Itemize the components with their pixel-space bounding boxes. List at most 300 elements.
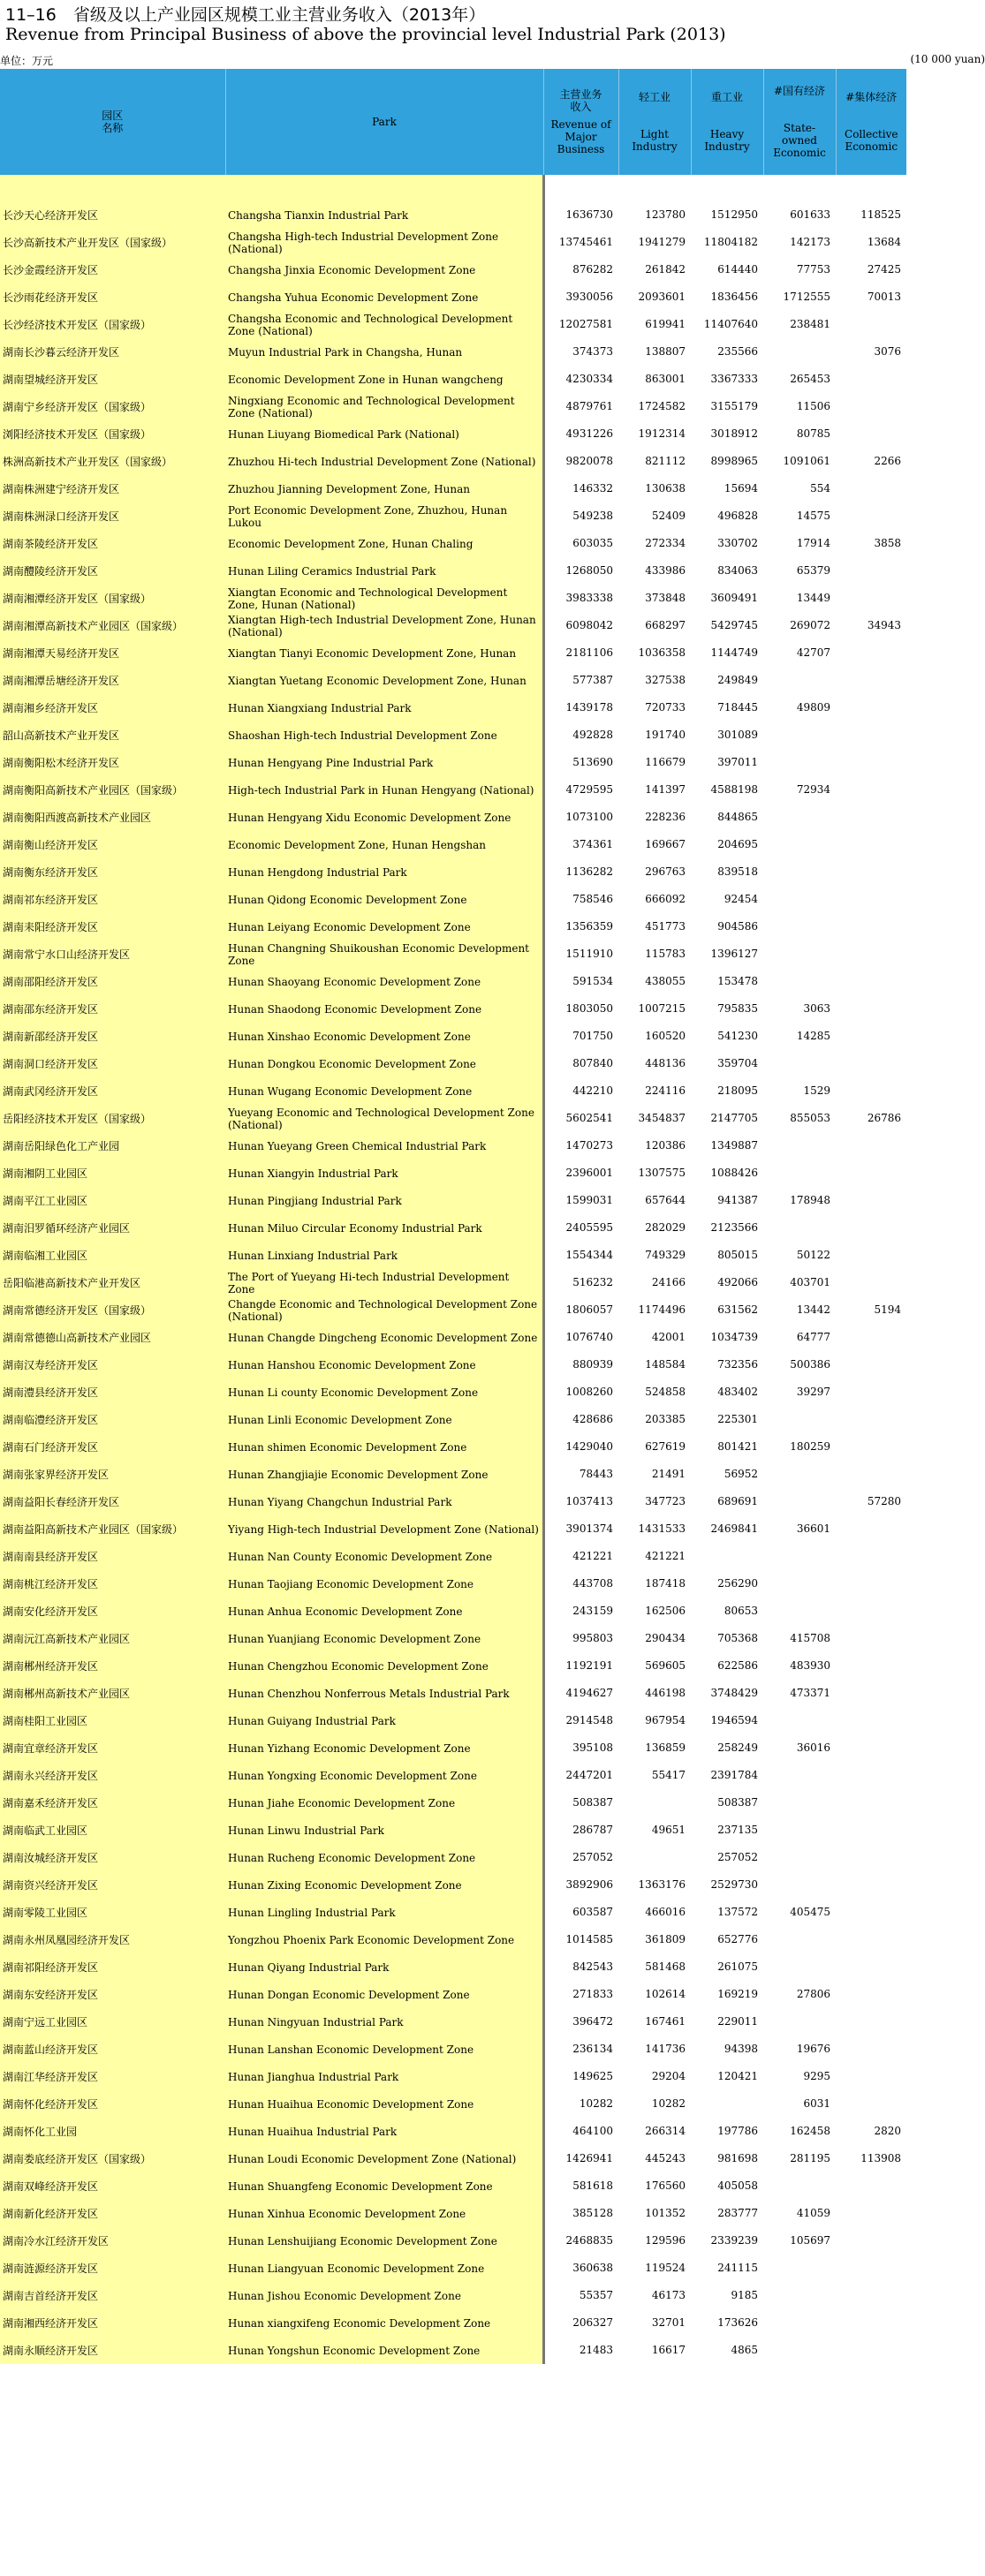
heavy-industry-value: 718445 bbox=[717, 701, 758, 714]
table-row bbox=[0, 1023, 906, 1050]
header-state-owned-en: State-owned Economic bbox=[773, 122, 826, 159]
table-row bbox=[0, 1461, 906, 1488]
light-industry-value: 627619 bbox=[645, 1440, 686, 1453]
heavy-industry-value: 4865 bbox=[731, 2344, 758, 2356]
collective-value bbox=[836, 1953, 906, 1981]
table-row bbox=[0, 256, 906, 283]
state-owned-value bbox=[763, 1762, 836, 1789]
heavy-industry-value: 11407640 bbox=[703, 318, 758, 330]
park-name-en: Hunan Wugang Economic Development Zone bbox=[225, 1077, 543, 1105]
state-owned-value bbox=[763, 1926, 836, 1953]
heavy-industry-value: 483402 bbox=[717, 1386, 758, 1398]
park-name-en: The Port of Yueyang Hi-tech Industrial Development Zone bbox=[225, 1269, 543, 1296]
collective-value bbox=[836, 2063, 906, 2090]
revenue-value: 374361 bbox=[572, 838, 613, 850]
collective-value bbox=[836, 1871, 906, 1899]
heavy-industry-value: 801421 bbox=[717, 1440, 758, 1453]
park-name-en: Hunan Hengdong Industrial Park bbox=[225, 858, 543, 886]
park-name-en: Ningxiang Economic and Technological Development Zone (National) bbox=[225, 393, 543, 420]
light-industry-value: 176560 bbox=[645, 2179, 686, 2192]
heavy-industry-value: 2529730 bbox=[710, 1878, 758, 1891]
light-industry-value: 187418 bbox=[645, 1577, 686, 1590]
state-owned-value: 77753 bbox=[796, 263, 830, 276]
revenue-value: 2468835 bbox=[565, 2234, 613, 2247]
park-name-cn: 湖南常德经济开发区（国家级） bbox=[0, 1296, 225, 1324]
table-row bbox=[0, 475, 906, 502]
park-name-en: Hunan Xiangxiang Industrial Park bbox=[225, 694, 543, 721]
revenue-value: 271833 bbox=[572, 1988, 613, 2000]
state-owned-value bbox=[763, 1406, 836, 1433]
light-industry-value: 46173 bbox=[651, 2289, 686, 2301]
revenue-value: 508387 bbox=[572, 1796, 613, 1809]
park-name-en: Hunan Yueyang Green Chemical Industrial Park bbox=[225, 1132, 543, 1160]
collective-value bbox=[836, 1461, 906, 1488]
park-name-en: Zhuzhou Jianning Development Zone, Hunan bbox=[225, 475, 543, 502]
revenue-value: 591534 bbox=[572, 975, 613, 987]
heavy-industry-value: 1836456 bbox=[710, 291, 758, 303]
revenue-value: 876282 bbox=[572, 263, 613, 276]
revenue-value: 442210 bbox=[572, 1084, 613, 1097]
revenue-value: 257052 bbox=[572, 1851, 613, 1863]
park-name-en: Hunan Ningyuan Industrial Park bbox=[225, 2008, 543, 2036]
light-industry-value: 821112 bbox=[645, 455, 686, 467]
collective-value bbox=[836, 1707, 906, 1734]
park-name-en: Hunan Liuyang Biomedical Park (National) bbox=[225, 420, 543, 448]
revenue-value: 2914548 bbox=[565, 1714, 613, 1726]
state-owned-value: 238481 bbox=[790, 318, 830, 330]
header-revenue-en: Revenue of Major Business bbox=[550, 118, 611, 155]
collective-value bbox=[836, 694, 906, 721]
park-name-en: Yiyang High-tech Industrial Development Zone (National) bbox=[225, 1515, 543, 1543]
collective-value bbox=[836, 1899, 906, 1926]
state-owned-value: 14575 bbox=[796, 510, 830, 522]
heavy-industry-value: 92454 bbox=[724, 893, 758, 905]
light-industry-value bbox=[618, 1844, 691, 1871]
collective-value: 34943 bbox=[867, 619, 901, 631]
table-row bbox=[0, 1953, 906, 1981]
header-park-en-text: Park bbox=[372, 116, 397, 128]
park-name-en: Hunan Hengyang Pine Industrial Park bbox=[225, 749, 543, 776]
header-state-owned bbox=[763, 69, 836, 175]
collective-value bbox=[836, 1269, 906, 1296]
collective-value: 118525 bbox=[860, 208, 901, 221]
table-row bbox=[0, 1214, 906, 1242]
revenue-value: 603587 bbox=[572, 1906, 613, 1918]
park-name-cn: 湖南涟源经济开发区 bbox=[0, 2255, 225, 2282]
state-owned-value: 142173 bbox=[790, 236, 830, 248]
table-row bbox=[0, 1242, 906, 1269]
heavy-industry-value: 1349887 bbox=[710, 1139, 758, 1152]
heavy-industry-value: 689691 bbox=[717, 1495, 758, 1507]
park-name-cn: 湖南临澧经济开发区 bbox=[0, 1406, 225, 1433]
state-owned-value: 11506 bbox=[796, 400, 830, 412]
park-name-cn: 湖南宁乡经济开发区（国家级） bbox=[0, 393, 225, 420]
revenue-value: 4931226 bbox=[565, 427, 613, 440]
park-name-cn: 湖南耒阳经济开发区 bbox=[0, 913, 225, 941]
collective-value bbox=[836, 886, 906, 913]
revenue-value: 1806057 bbox=[565, 1303, 613, 1316]
state-owned-value: 65379 bbox=[796, 564, 830, 577]
table-row bbox=[0, 311, 906, 338]
state-owned-value: 64777 bbox=[796, 1331, 830, 1343]
revenue-value: 4194627 bbox=[565, 1687, 613, 1699]
table-row bbox=[0, 941, 906, 968]
park-name-en: Hunan Anhua Economic Development Zone bbox=[225, 1598, 543, 1625]
heavy-industry-value: 834063 bbox=[717, 564, 758, 577]
heavy-industry-value: 1034739 bbox=[710, 1331, 758, 1343]
park-name-en: Yueyang Economic and Technological Development Zone (National) bbox=[225, 1105, 543, 1132]
revenue-value: 206327 bbox=[572, 2316, 613, 2329]
revenue-value: 3901374 bbox=[565, 1522, 613, 1535]
collective-value bbox=[836, 831, 906, 858]
revenue-value: 2396001 bbox=[565, 1167, 613, 1179]
light-industry-value: 1724582 bbox=[638, 400, 686, 412]
revenue-value: 360638 bbox=[572, 2262, 613, 2274]
collective-value bbox=[836, 585, 906, 612]
heavy-industry-value: 258249 bbox=[717, 1741, 758, 1754]
light-industry-value: 433986 bbox=[645, 564, 686, 577]
revenue-value: 581618 bbox=[572, 2179, 613, 2192]
table-row bbox=[0, 2118, 906, 2145]
park-name-en: Hunan Chenzhou Nonferrous Metals Industrial Park bbox=[225, 1680, 543, 1707]
table-row bbox=[0, 338, 906, 366]
park-name-en: Hunan Linwu Industrial Park bbox=[225, 1817, 543, 1844]
heavy-industry-value: 652776 bbox=[717, 1933, 758, 1945]
park-name-cn: 长沙经济技术开发区（国家级） bbox=[0, 311, 225, 338]
revenue-value: 577387 bbox=[572, 674, 613, 686]
park-name-cn: 湖南怀化工业园 bbox=[0, 2118, 225, 2145]
table-row bbox=[0, 557, 906, 585]
table-row bbox=[0, 2145, 906, 2172]
state-owned-value bbox=[763, 968, 836, 995]
collective-value bbox=[836, 420, 906, 448]
revenue-value: 1599031 bbox=[565, 1194, 613, 1206]
heavy-industry-value: 2391784 bbox=[710, 1769, 758, 1781]
table-row bbox=[0, 1050, 906, 1077]
park-name-cn: 湖南湘乡经济开发区 bbox=[0, 694, 225, 721]
state-owned-value: 19676 bbox=[796, 2043, 830, 2055]
unit-label-en: (10 000 yuan) bbox=[910, 53, 985, 65]
light-industry-value: 445243 bbox=[645, 2152, 686, 2164]
collective-value bbox=[836, 1433, 906, 1461]
park-name-en: Hunan Qiyang Industrial Park bbox=[225, 1953, 543, 1981]
park-name-cn: 湖南长沙暮云经济开发区 bbox=[0, 338, 225, 366]
light-industry-value: 438055 bbox=[645, 975, 686, 987]
heavy-industry-value: 541230 bbox=[717, 1030, 758, 1042]
revenue-value: 1136282 bbox=[565, 865, 613, 878]
collective-value bbox=[836, 366, 906, 393]
heavy-industry-value: 2147705 bbox=[710, 1112, 758, 1124]
light-industry-value: 327538 bbox=[645, 674, 686, 686]
light-industry-value: 296763 bbox=[645, 865, 686, 878]
state-owned-value bbox=[763, 338, 836, 366]
park-name-cn: 湖南吉首经济开发区 bbox=[0, 2282, 225, 2309]
table-body bbox=[0, 175, 906, 2364]
park-name-cn: 长沙雨花经济开发区 bbox=[0, 283, 225, 311]
state-owned-value bbox=[763, 1953, 836, 1981]
collective-value: 113908 bbox=[860, 2152, 901, 2164]
park-name-en: Xiangtan Economic and Technological Development Zone, Hunan (National) bbox=[225, 585, 543, 612]
heavy-industry-value: 3155179 bbox=[710, 400, 758, 412]
state-owned-value: 178948 bbox=[790, 1194, 830, 1206]
state-owned-value: 27806 bbox=[796, 1988, 830, 2000]
heavy-industry-value: 3748429 bbox=[710, 1687, 758, 1699]
park-name-cn: 湖南新化经济开发区 bbox=[0, 2200, 225, 2227]
park-name-en: Port Economic Development Zone, Zhuzhou, Hunan Lukou bbox=[225, 502, 543, 530]
revenue-value: 1803050 bbox=[565, 1002, 613, 1015]
light-industry-value: 373848 bbox=[645, 592, 686, 604]
collective-value: 2266 bbox=[874, 455, 901, 467]
table-row bbox=[0, 1433, 906, 1461]
spacer-cell bbox=[543, 175, 618, 201]
heavy-industry-value: 235566 bbox=[717, 345, 758, 358]
park-name-cn: 湖南零陵工业园区 bbox=[0, 1899, 225, 1926]
collective-value bbox=[836, 2172, 906, 2200]
collective-value bbox=[836, 1515, 906, 1543]
park-name-cn: 湖南衡阳西渡高新技术产业园区 bbox=[0, 804, 225, 831]
table-row bbox=[0, 2282, 906, 2309]
revenue-value: 3983338 bbox=[565, 592, 613, 604]
park-name-cn: 湖南衡阳松木经济开发区 bbox=[0, 749, 225, 776]
light-industry-value: 136859 bbox=[645, 1741, 686, 1754]
state-owned-value bbox=[763, 1789, 836, 1817]
park-name-cn: 湖南江华经济开发区 bbox=[0, 2063, 225, 2090]
park-name-cn: 湖南郴州高新技术产业园区 bbox=[0, 1680, 225, 1707]
light-industry-value: 167461 bbox=[645, 2015, 686, 2028]
table-row bbox=[0, 1570, 906, 1598]
park-name-en: Hunan Yiyang Changchun Industrial Park bbox=[225, 1488, 543, 1515]
revenue-value: 1429040 bbox=[565, 1440, 613, 1453]
heavy-industry-value: 492066 bbox=[717, 1276, 758, 1288]
table-row bbox=[0, 1132, 906, 1160]
revenue-value: 4879761 bbox=[565, 400, 613, 412]
light-industry-value: 524858 bbox=[645, 1386, 686, 1398]
state-owned-value bbox=[763, 1707, 836, 1734]
table-row bbox=[0, 366, 906, 393]
park-name-cn: 湖南资兴经济开发区 bbox=[0, 1871, 225, 1899]
heavy-industry-value: 11804182 bbox=[703, 236, 758, 248]
table-row bbox=[0, 858, 906, 886]
light-industry-value: 116679 bbox=[645, 756, 686, 768]
revenue-value: 396472 bbox=[572, 2015, 613, 2028]
light-industry-value: 169667 bbox=[645, 838, 686, 850]
heavy-industry-value: 795835 bbox=[717, 1002, 758, 1015]
park-name-cn: 长沙金霞经济开发区 bbox=[0, 256, 225, 283]
state-owned-value bbox=[763, 858, 836, 886]
park-name-cn: 湖南临湘工业园区 bbox=[0, 1242, 225, 1269]
collective-value: 26786 bbox=[867, 1112, 901, 1124]
table-row bbox=[0, 1734, 906, 1762]
light-industry-value: 1174496 bbox=[638, 1303, 686, 1316]
state-owned-value bbox=[763, 1461, 836, 1488]
park-name-en: Xiangtan Tianyi Economic Development Zone, Hunan bbox=[225, 639, 543, 667]
page-title-cn: 11–16 省级及以上产业园区规模工业主营业务收入（2013年） bbox=[5, 5, 486, 25]
park-name-en: Hunan Shaoyang Economic Development Zone bbox=[225, 968, 543, 995]
table-row bbox=[0, 502, 906, 530]
light-industry-value: 1007215 bbox=[638, 1002, 686, 1015]
park-name-cn: 湖南张家界经济开发区 bbox=[0, 1461, 225, 1488]
revenue-value: 1008260 bbox=[565, 1386, 613, 1398]
revenue-value: 1037413 bbox=[565, 1495, 613, 1507]
heavy-industry-value: 2469841 bbox=[710, 1522, 758, 1535]
state-owned-value bbox=[763, 886, 836, 913]
state-owned-value: 6031 bbox=[803, 2097, 830, 2110]
revenue-value: 1014585 bbox=[565, 1933, 613, 1945]
collective-value bbox=[836, 968, 906, 995]
table-row bbox=[0, 2008, 906, 2036]
park-name-en: Hunan Hengyang Xidu Economic Development Zone bbox=[225, 804, 543, 831]
revenue-value: 2181106 bbox=[565, 646, 613, 659]
heavy-industry-value: 204695 bbox=[717, 838, 758, 850]
light-industry-value: 115783 bbox=[645, 948, 686, 960]
park-name-cn: 湖南汝城经济开发区 bbox=[0, 1844, 225, 1871]
table-row bbox=[0, 1871, 906, 1899]
park-name-en: Hunan Zixing Economic Development Zone bbox=[225, 1871, 543, 1899]
park-name-cn: 湖南桃江经济开发区 bbox=[0, 1570, 225, 1598]
collective-value bbox=[836, 1379, 906, 1406]
collective-value bbox=[836, 749, 906, 776]
collective-value bbox=[836, 2337, 906, 2364]
state-owned-value: 17914 bbox=[796, 537, 830, 549]
table-row bbox=[0, 749, 906, 776]
park-name-cn: 株洲高新技术产业开发区（国家级） bbox=[0, 448, 225, 475]
light-industry-value: 967954 bbox=[645, 1714, 686, 1726]
collective-value: 5194 bbox=[874, 1303, 901, 1316]
park-name-en: Hunan Qidong Economic Development Zone bbox=[225, 886, 543, 913]
light-industry-value: 42001 bbox=[651, 1331, 686, 1343]
park-name-en: Hunan Xinshao Economic Development Zone bbox=[225, 1023, 543, 1050]
park-name-cn: 湖南永兴经济开发区 bbox=[0, 1762, 225, 1789]
collective-value bbox=[836, 1762, 906, 1789]
light-industry-value: 657644 bbox=[645, 1194, 686, 1206]
heavy-industry-value: 256290 bbox=[717, 1577, 758, 1590]
light-industry-value: 123780 bbox=[645, 208, 686, 221]
light-industry-value: 446198 bbox=[645, 1687, 686, 1699]
collective-value bbox=[836, 804, 906, 831]
park-name-cn: 湖南益阳高新技术产业园区（国家级） bbox=[0, 1515, 225, 1543]
table-row bbox=[0, 2337, 906, 2364]
table-row bbox=[0, 1324, 906, 1351]
park-name-en: Hunan Xinhua Economic Development Zone bbox=[225, 2200, 543, 2227]
table-row bbox=[0, 995, 906, 1023]
state-owned-value: 405475 bbox=[790, 1906, 830, 1918]
state-owned-value: 42707 bbox=[796, 646, 830, 659]
heavy-industry-value: 137572 bbox=[717, 1906, 758, 1918]
revenue-value: 1470273 bbox=[565, 1139, 613, 1152]
header-heavy-industry-cn: 重工业 bbox=[710, 91, 743, 103]
park-name-cn: 长沙天心经济开发区 bbox=[0, 201, 225, 229]
light-industry-value: 666092 bbox=[645, 893, 686, 905]
header-revenue bbox=[543, 69, 618, 175]
state-owned-value bbox=[763, 667, 836, 694]
park-name-en: Changde Economic and Technological Development Zone (National) bbox=[225, 1296, 543, 1324]
revenue-value: 2447201 bbox=[565, 1769, 613, 1781]
park-name-en: Changsha Economic and Technological Development Zone (National) bbox=[225, 311, 543, 338]
park-name-cn: 岳阳经济技术开发区（国家级） bbox=[0, 1105, 225, 1132]
park-name-en: Hunan Huaihua Industrial Park bbox=[225, 2118, 543, 2145]
park-name-en: Hunan Miluo Circular Economy Industrial Park bbox=[225, 1214, 543, 1242]
park-name-en: Shaoshan High-tech Industrial Development Zone bbox=[225, 721, 543, 749]
heavy-industry-value: 1144749 bbox=[710, 646, 758, 659]
park-name-cn: 湖南怀化经济开发区 bbox=[0, 2090, 225, 2118]
light-industry-value: 101352 bbox=[645, 2207, 686, 2219]
revenue-value: 4729595 bbox=[565, 783, 613, 796]
spacer-cell bbox=[763, 175, 836, 201]
collective-value bbox=[836, 1625, 906, 1652]
heavy-industry-value: 405058 bbox=[717, 2179, 758, 2192]
state-owned-value bbox=[763, 2172, 836, 2200]
heavy-industry-value: 3367333 bbox=[710, 373, 758, 385]
collective-value bbox=[836, 2255, 906, 2282]
park-name-cn: 湖南沅江高新技术产业园区 bbox=[0, 1625, 225, 1652]
heavy-industry-value: 241115 bbox=[717, 2262, 758, 2274]
table-row bbox=[0, 1488, 906, 1515]
header-collective bbox=[836, 69, 906, 175]
collective-value bbox=[836, 2309, 906, 2337]
revenue-value: 995803 bbox=[572, 1632, 613, 1644]
collective-value bbox=[836, 1789, 906, 1817]
state-owned-value: 265453 bbox=[790, 373, 830, 385]
heavy-industry-value: 631562 bbox=[717, 1303, 758, 1316]
revenue-value: 443708 bbox=[572, 1577, 613, 1590]
state-owned-value bbox=[763, 1160, 836, 1187]
collective-value bbox=[836, 557, 906, 585]
table-row bbox=[0, 2063, 906, 2090]
collective-value: 27425 bbox=[867, 263, 901, 276]
park-name-en: Hunan Li county Economic Development Zone bbox=[225, 1379, 543, 1406]
state-owned-value: 49809 bbox=[796, 701, 830, 714]
park-name-en: Economic Development Zone in Hunan wangcheng bbox=[225, 366, 543, 393]
unit-label-cn: 单位：万元 bbox=[0, 55, 54, 67]
revenue-value: 1192191 bbox=[565, 1659, 613, 1672]
state-owned-value bbox=[763, 1214, 836, 1242]
table-row bbox=[0, 776, 906, 804]
header-heavy-industry-en: Heavy Industry bbox=[704, 128, 750, 153]
park-name-cn: 湖南蓝山经济开发区 bbox=[0, 2036, 225, 2063]
heavy-industry-value: 120421 bbox=[717, 2070, 758, 2082]
state-owned-value bbox=[763, 1598, 836, 1625]
light-industry-value: 720733 bbox=[645, 701, 686, 714]
heavy-industry-value: 2339239 bbox=[710, 2234, 758, 2247]
table-row bbox=[0, 1379, 906, 1406]
park-name-cn: 岳阳临港高新技术产业开发区 bbox=[0, 1269, 225, 1296]
heavy-industry-value: 8998965 bbox=[710, 455, 758, 467]
park-name-en: Hunan Rucheng Economic Development Zone bbox=[225, 1844, 543, 1871]
table-row bbox=[0, 393, 906, 420]
collective-value: 3858 bbox=[874, 537, 901, 549]
state-owned-value bbox=[763, 1132, 836, 1160]
table-row bbox=[0, 1789, 906, 1817]
revenue-value: 146332 bbox=[572, 482, 613, 495]
park-name-en: Changsha Yuhua Economic Development Zone bbox=[225, 283, 543, 311]
park-name-cn: 湖南湘潭经济开发区（国家级） bbox=[0, 585, 225, 612]
heavy-industry-value: 805015 bbox=[717, 1249, 758, 1261]
table-row bbox=[0, 1351, 906, 1379]
collective-value bbox=[836, 941, 906, 968]
collective-value bbox=[836, 475, 906, 502]
heavy-industry-value: 249849 bbox=[717, 674, 758, 686]
light-industry-value: 49651 bbox=[651, 1824, 686, 1836]
park-name-cn: 湖南双峰经济开发区 bbox=[0, 2172, 225, 2200]
collective-value: 57280 bbox=[867, 1495, 901, 1507]
state-owned-value: 80785 bbox=[796, 427, 830, 440]
table-row bbox=[0, 804, 906, 831]
state-owned-value: 403701 bbox=[790, 1276, 830, 1288]
light-industry-value: 1307575 bbox=[638, 1167, 686, 1179]
table-row bbox=[0, 2227, 906, 2255]
table-row bbox=[0, 1077, 906, 1105]
revenue-value: 880939 bbox=[572, 1358, 613, 1371]
